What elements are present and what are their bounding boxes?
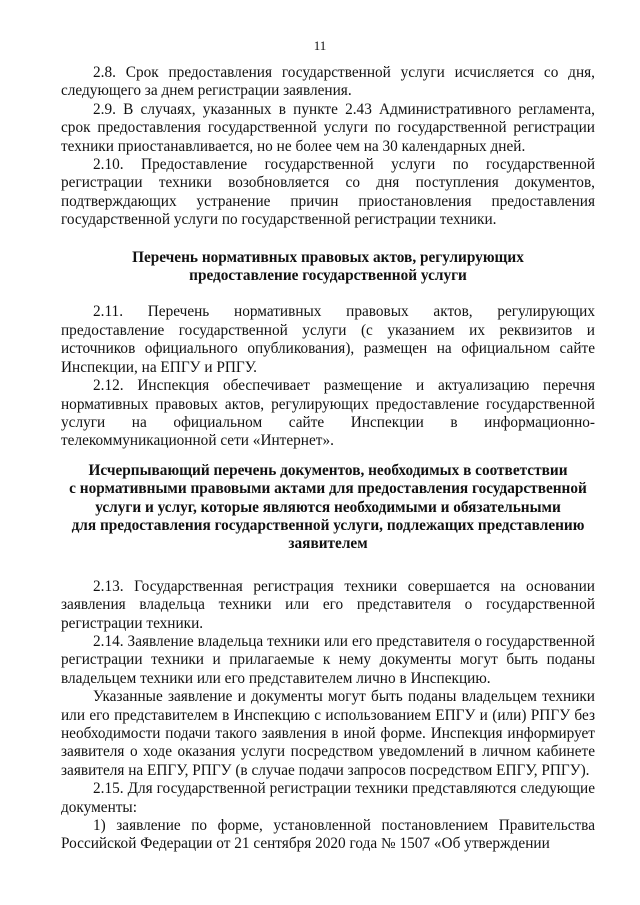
section-heading-documents <box>61 462 595 554</box>
heading-line: заявителем <box>288 535 368 553</box>
heading-line: услуги и услуг, которые являются необходимыми и обязательными <box>95 498 561 516</box>
heading-line: предоставление государственной услуги <box>189 267 467 285</box>
paragraph-2-15: 2.15. Для государственной регистрации техники представляются следующие документы: <box>61 780 595 816</box>
paragraph-2-11: 2.11. Перечень нормативных правовых актов, регулирующих предоставление государственной услуги (с указанием их реквизитов и источников официального опубликования), размещен на официальном сайте Инспекции, на ЕПГУ и РПГУ. <box>61 303 595 376</box>
paragraph-2-13: 2.13. Государственная регистрация техники совершается на основании заявления владельца техники или его представителя о государственной регистрации техники. <box>61 577 595 632</box>
paragraph-2-9: 2.9. В случаях, указанных в пункте 2.43 Административного регламента, срок предоставления государственной услуги по государственной регистрации техники приостанавливается, но не более чем на 30 календарных дней. <box>61 100 595 155</box>
paragraph-2-14: 2.14. Заявление владельца техники или его представителя о государственной регистрации техники и прилагаемые к нему документы могут быть поданы владельцем техники или его представителем лично в Инспекцию. <box>61 632 595 687</box>
paragraph-2-14-submission: Указанные заявление и документы могут быть поданы владельцем техники или его представителем в Инспекцию с использованием ЕПГУ и (или) РПГУ без необходимости подачи такого заявления в иной форме. Инспекция информирует заявителя о ходе оказания услуги посредством уведомлений в личном кабинете заявителя на ЕПГУ, РПГУ (в случае подачи запросов посредством ЕПГУ, РПГУ). <box>61 688 595 779</box>
document-body <box>61 64 595 854</box>
heading-line: с нормативными правовыми актами для предоставления государственной <box>69 480 587 498</box>
heading-line: Исчерпывающий перечень документов, необходимых в соответствии <box>88 461 568 479</box>
heading-line: Перечень нормативных правовых актов, регулирующих <box>132 248 524 266</box>
heading-line: для предоставления государственной услуги, подлежащих представлению <box>71 516 585 534</box>
paragraph-2-8: 2.8. Срок предоставления государственной услуги исчисляется со дня, следующего за днем регистрации заявления. <box>61 64 595 100</box>
section-heading-legal-acts <box>61 249 595 286</box>
paragraph-2-12: 2.12. Инспекция обеспечивает размещение и актуализацию перечня нормативных правовых актов, регулирующих предоставление государственной услуги на официальном сайте Инспекции в информационно-телекоммуникационной сети «Интернет». <box>61 377 595 450</box>
page-number: 11 <box>313 38 327 53</box>
paragraph-2-10: 2.10. Предоставление государственной услуги по государственной регистрации техники возобновляется со дня поступления документов, подтверждающих устранение причин приостановления предоставления государственной услуги по государственной регистрации техники. <box>61 156 595 229</box>
paragraph-2-15-item-1: 1) заявление по форме, установленной постановлением Правительства Российской Федерации от 21 сентября 2020 года № 1507 «Об утверждении <box>61 817 595 853</box>
